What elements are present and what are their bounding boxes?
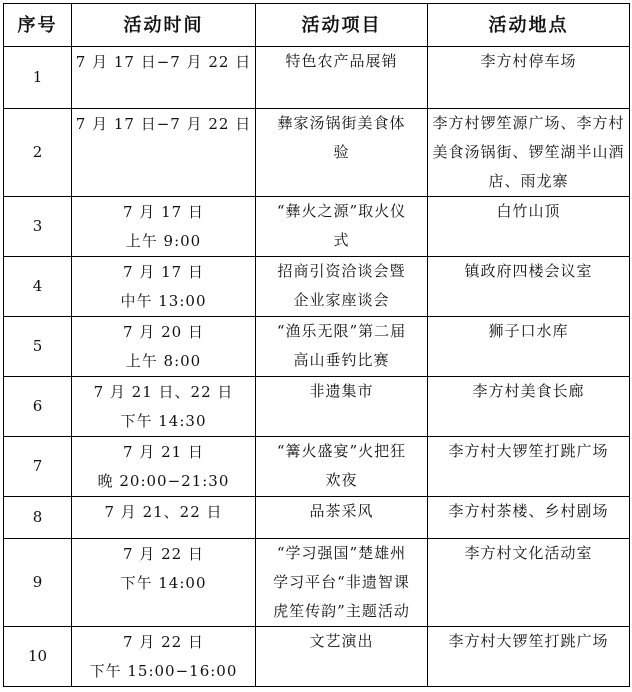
time-line: 7 月 21 日 [123, 443, 204, 461]
time-line: 下午 14:30 [120, 412, 207, 430]
location-text: 李方村大锣笙打跳广场 [448, 442, 609, 460]
activity-text: 招商引资洽谈会暨企业家座谈会 [277, 262, 406, 309]
time-line: 下午 14:00 [120, 574, 207, 592]
location-text: 李方村美食长廊 [472, 382, 585, 400]
cell-location [428, 539, 630, 627]
activity-text: “篝火盛宴”火把狂欢夜 [276, 442, 407, 489]
table-row [4, 257, 630, 317]
cell-activity [256, 317, 428, 377]
time-line: 中午 13:00 [120, 292, 207, 310]
time-line: 7 月 21、22 日 [104, 503, 223, 521]
cell-time [72, 197, 256, 257]
header-location: 活动地点 [428, 4, 630, 47]
cell-location [428, 109, 630, 197]
header-no: 序号 [4, 4, 72, 47]
activity-text: 特色农产品展销 [285, 52, 398, 70]
table-row [4, 377, 630, 437]
cell-no: 6 [4, 377, 72, 437]
time-line: 7 月 22 日 [123, 545, 204, 563]
time-line: 上午 8:00 [125, 352, 202, 370]
table-row [4, 627, 630, 687]
cell-location [428, 497, 630, 539]
table-row [4, 317, 630, 377]
activity-text: 彝家汤锅街美食体验 [277, 114, 406, 161]
cell-location [428, 257, 630, 317]
cell-no: 2 [4, 109, 72, 197]
time-line: 7 月 22 日 [123, 633, 204, 651]
location-text: 李方村大锣笙打跳广场 [448, 632, 609, 650]
cell-time [72, 47, 256, 109]
time-line: 下午 15:00−16:00 [89, 662, 238, 680]
time-line: 7 月 20 日 [123, 323, 204, 341]
cell-location [428, 317, 630, 377]
location-text: 李方村锣笙源广场、李方村美食汤锅街、锣笙湖半山酒店、雨龙寨 [432, 114, 625, 190]
time-line: 7 月 17 日−7 月 22 日 [75, 115, 252, 133]
table-row [4, 109, 630, 197]
cell-activity [256, 47, 428, 109]
cell-location [428, 197, 630, 257]
activity-text: “彝火之源”取火仪式 [276, 202, 407, 249]
time-line: 7 月 17 日 [123, 203, 204, 221]
cell-activity [256, 539, 428, 627]
cell-no: 5 [4, 317, 72, 377]
cell-location [428, 627, 630, 687]
cell-no: 10 [4, 627, 72, 687]
activity-text: 品茶采风 [309, 502, 374, 520]
table-row [4, 539, 630, 627]
time-line: 晚 20:00−21:30 [97, 472, 230, 490]
table-row [4, 197, 630, 257]
cell-activity [256, 497, 428, 539]
activity-text: “渔乐无限”第二届高山垂钓比赛 [276, 322, 407, 369]
cell-no: 1 [4, 47, 72, 109]
location-text: 狮子口水库 [488, 322, 569, 340]
location-text: 白竹山顶 [496, 202, 561, 220]
time-line: 7 月 17 日−7 月 22 日 [75, 53, 252, 71]
cell-no: 9 [4, 539, 72, 627]
cell-time [72, 497, 256, 539]
header-time: 活动时间 [72, 4, 256, 47]
location-text: 镇政府四楼会议室 [464, 262, 593, 280]
cell-time [72, 109, 256, 197]
table-row [4, 437, 630, 497]
cell-no: 3 [4, 197, 72, 257]
activity-text: 文艺演出 [309, 632, 374, 650]
location-text: 李方村文化活动室 [464, 544, 593, 562]
cell-activity [256, 109, 428, 197]
schedule-table [3, 3, 630, 687]
header-row [4, 4, 630, 47]
activity-text: 非遗集市 [309, 382, 374, 400]
cell-activity [256, 197, 428, 257]
cell-no: 7 [4, 437, 72, 497]
cell-time [72, 377, 256, 437]
time-line: 7 月 21 日、22 日 [93, 383, 234, 401]
cell-location [428, 47, 630, 109]
cell-activity [256, 627, 428, 687]
cell-no: 8 [4, 497, 72, 539]
table-row [4, 47, 630, 109]
cell-time [72, 539, 256, 627]
cell-location [428, 377, 630, 437]
time-line: 上午 9:00 [125, 232, 202, 250]
header-activity: 活动项目 [256, 4, 428, 47]
activity-text: “学习强国”楚雄州学习平台“非遗智课虎笙传韵”主题活动 [273, 544, 410, 620]
table-row [4, 497, 630, 539]
time-line: 7 月 17 日 [123, 263, 204, 281]
cell-time [72, 437, 256, 497]
cell-time [72, 317, 256, 377]
cell-activity [256, 257, 428, 317]
cell-activity [256, 437, 428, 497]
cell-time [72, 627, 256, 687]
cell-no: 4 [4, 257, 72, 317]
cell-activity [256, 377, 428, 437]
location-text: 李方村茶楼、乡村剧场 [448, 502, 609, 520]
location-text: 李方村停车场 [480, 52, 577, 70]
cell-location [428, 437, 630, 497]
cell-time [72, 257, 256, 317]
